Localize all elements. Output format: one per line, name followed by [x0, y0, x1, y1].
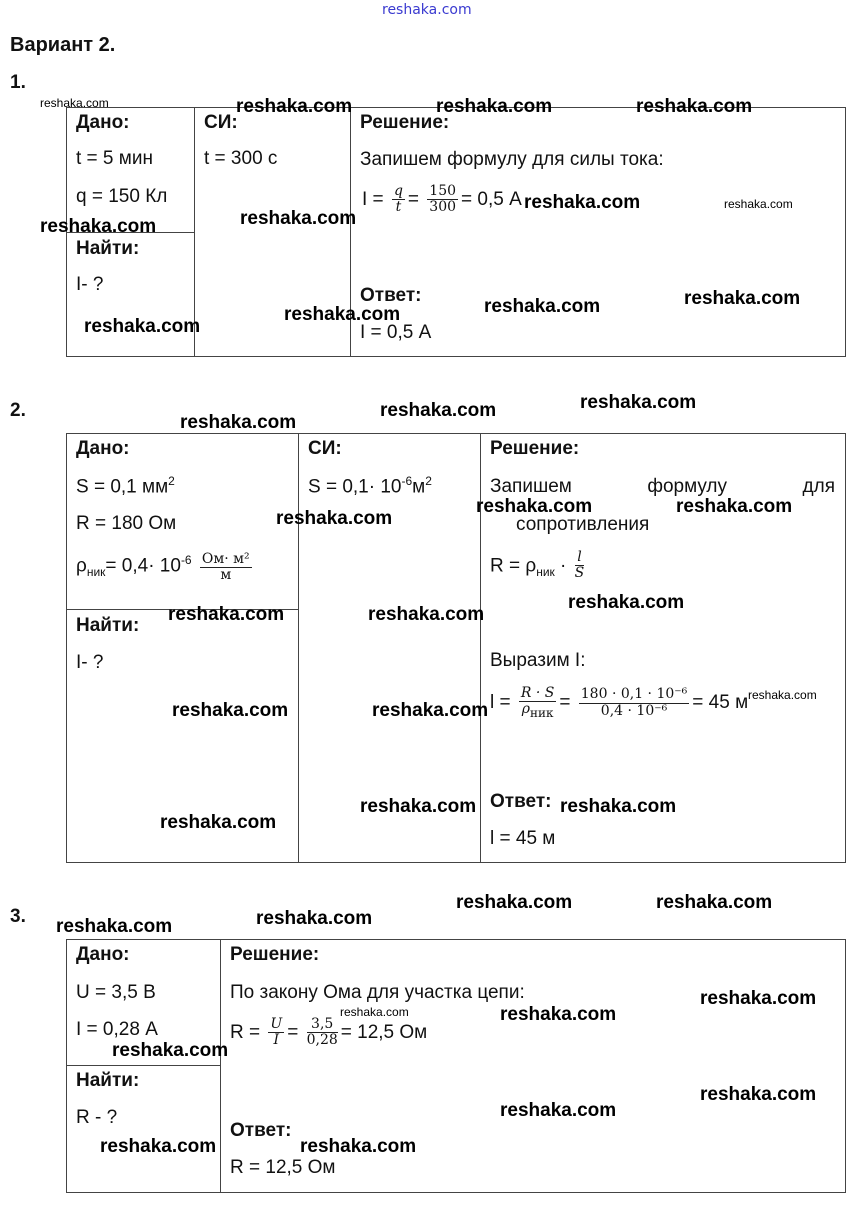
- watermark: reshaka.com: [500, 1100, 617, 1121]
- watermark: reshaka.com: [160, 812, 277, 833]
- watermark: reshaka.com: [580, 392, 697, 413]
- watermark: reshaka.com: [500, 1004, 617, 1025]
- watermark: reshaka.com: [676, 496, 793, 517]
- given-value: $\rho_{ник}= 0,4\cdot 10^{-6}$ Ом· м² м: [76, 551, 250, 584]
- given-label: Дано:: [76, 944, 130, 965]
- given-value: I = 0,28 А: [76, 1019, 158, 1040]
- solution-text: Запишем формулу для силы тока:: [360, 149, 664, 170]
- si-value: $S = 0,1\cdot 10^{-6}м^2$: [308, 474, 432, 498]
- watermark: reshaka.com: [636, 96, 753, 117]
- watermark: reshaka.com: [372, 700, 489, 721]
- given-label: Дано:: [76, 112, 130, 133]
- problem-number: 2.: [10, 400, 26, 421]
- find-value: R - ?: [76, 1107, 118, 1128]
- watermark: reshaka.com: [560, 796, 677, 817]
- si-value: t = 300 с: [204, 148, 278, 169]
- watermark: reshaka.com: [360, 796, 477, 817]
- site-header[interactable]: reshaka.com: [382, 2, 472, 18]
- watermark: reshaka.com: [40, 216, 157, 237]
- solution-text: По закону Ома для участка цепи:: [230, 982, 525, 1003]
- given-label: Дано:: [76, 438, 130, 459]
- given-value: S = 0,1 $мм^2$: [76, 474, 175, 498]
- find-label: Найти:: [76, 1070, 140, 1091]
- watermark: reshaka.com: [168, 604, 285, 625]
- answer-label: Ответ:: [360, 285, 422, 306]
- watermark: reshaka.com: [300, 1136, 417, 1157]
- formula: R = $\frac{U}{I}$ = $\frac{3,5}{0,28}$ = 12,5 Ом: [230, 1016, 428, 1049]
- watermark: reshaka.com: [456, 892, 573, 913]
- watermark: reshaka.com: [700, 988, 817, 1009]
- answer-value: l = 45 м: [490, 828, 556, 849]
- watermark: reshaka.com: [524, 192, 641, 213]
- answer-label: Ответ:: [230, 1120, 292, 1141]
- watermark: reshaka.com: [748, 688, 817, 702]
- solution-label: Решение:: [360, 112, 450, 133]
- watermark: reshaka.com: [172, 700, 289, 721]
- formula: I = $\frac{q}{t}$ = $\frac{150}{300}$ = 0,5 А: [362, 183, 522, 216]
- answer-value: I = 0,5 А: [360, 322, 432, 343]
- given-value: q = 150 Кл: [76, 186, 168, 207]
- watermark: reshaka.com: [700, 1084, 817, 1105]
- solution-text: сопротивления: [516, 514, 650, 535]
- watermark: reshaka.com: [568, 592, 685, 613]
- si-label: СИ:: [204, 112, 238, 133]
- find-value: I- ?: [76, 274, 104, 295]
- find-label: Найти:: [76, 238, 140, 259]
- watermark: reshaka.com: [684, 288, 801, 309]
- formula: $R = \rho_{ник}$ · $\frac{l}{S}$: [490, 549, 585, 582]
- watermark: reshaka.com: [436, 96, 553, 117]
- watermark: reshaka.com: [112, 1040, 229, 1061]
- problem-number: 3.: [10, 906, 26, 927]
- watermark: reshaka.com: [284, 304, 401, 325]
- given-value: R = 180 Ом: [76, 513, 177, 534]
- watermark: reshaka.com: [84, 316, 201, 337]
- watermark: reshaka.com: [380, 400, 497, 421]
- solution-text: Выразим I:: [490, 650, 586, 671]
- watermark: reshaka.com: [476, 496, 593, 517]
- watermark: reshaka.com: [276, 508, 393, 529]
- watermark: reshaka.com: [236, 96, 353, 117]
- watermark: reshaka.com: [240, 208, 357, 229]
- watermark: reshaka.com: [256, 908, 373, 929]
- watermark: reshaka.com: [656, 892, 773, 913]
- watermark: reshaka.com: [340, 1005, 409, 1019]
- si-label: СИ:: [308, 438, 342, 459]
- solution-text: Запишем формулу для: [490, 476, 835, 497]
- variant-title: Вариант 2.: [10, 34, 116, 56]
- watermark: reshaka.com: [368, 604, 485, 625]
- given-value: U = 3,5 В: [76, 982, 156, 1003]
- find-label: Найти:: [76, 615, 140, 636]
- solution-label: Решение:: [230, 944, 320, 965]
- watermark: reshaka.com: [40, 96, 109, 110]
- problem-number: 1.: [10, 72, 26, 93]
- given-value: t = 5 мин: [76, 148, 153, 169]
- watermark: reshaka.com: [724, 197, 793, 211]
- find-value: I- ?: [76, 652, 104, 673]
- answer-label: Ответ:: [490, 791, 552, 812]
- watermark: reshaka.com: [100, 1136, 217, 1157]
- solution-label: Решение:: [490, 438, 580, 459]
- formula: l = R · S $\rho_{ник}$ = $\frac{\text{180 · 0,1 · 10⁻⁶}}{\text{0,4 · 10⁻⁶}}$ = 45 м: [490, 685, 749, 721]
- watermark: reshaka.com: [180, 412, 297, 433]
- answer-value: R = 12,5 Ом: [230, 1157, 336, 1178]
- watermark: reshaka.com: [484, 296, 601, 317]
- watermark: reshaka.com: [56, 916, 173, 937]
